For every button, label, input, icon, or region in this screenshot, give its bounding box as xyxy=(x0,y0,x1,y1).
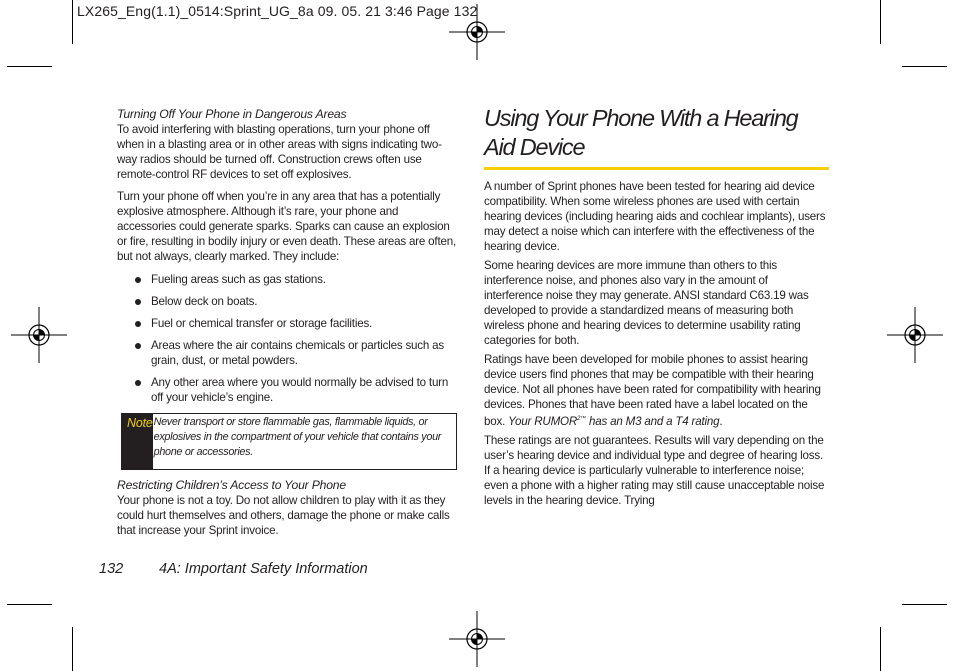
right-column xyxy=(484,104,829,508)
print-job-header: LX265_Eng(1.1)_0514:Sprint_UG_8a 09. 05. 21 3:46 Page 132 xyxy=(77,3,478,19)
note-label: Note xyxy=(122,414,153,469)
note-text: Never transport or store flammable gas, flammable liquids, or explosives in the compartment of your vehicle that contains your phone or accessories. xyxy=(153,416,442,458)
title-line: Using Your Phone With a Hearing xyxy=(484,105,798,131)
crop-mark xyxy=(7,66,52,67)
page-number: 132 xyxy=(99,561,124,577)
paragraph: Ratings have been developed for mobile phones to assist hearing device users find phones that may be compatible with their hearing device. Not all phones have been rated for compatibility with hearing devices. Phones that have been rated have a label located on the box. Your $RUMOR^{2™}$ has an M3 and a T4 rating. xyxy=(484,353,821,428)
crop-mark xyxy=(72,0,73,44)
paragraph: A number of Sprint phones have been tested for hearing aid device compatibility. When some wireless phones are used with certain hearing devices (including hearing aids and cochlear implants), users may detect a noise which can interfere with the effectiveness of the hearing device. xyxy=(484,180,826,253)
list-item: Below deck on boats. xyxy=(117,294,457,309)
crop-mark xyxy=(72,627,73,671)
bullet-icon xyxy=(135,380,141,386)
list-item: Any other area where you would normally be advised to turn off your vehicle’s engine. xyxy=(117,375,457,405)
crop-mark xyxy=(902,66,947,67)
crop-mark xyxy=(7,604,52,605)
title-line: Aid Device xyxy=(484,134,585,160)
bullet-icon xyxy=(135,299,141,305)
rating-text: has an M3 and a T4 rating xyxy=(589,414,720,428)
list-item: Areas where the air contains chemicals or particles such as grain, dust, or metal powders. xyxy=(117,338,457,368)
note-box xyxy=(121,413,457,470)
left-column xyxy=(117,107,457,538)
title-underline xyxy=(484,167,829,170)
section-footer: 4A: Important Safety Information xyxy=(159,561,368,577)
section-heading-children-access: Restricting Children’s Access to Your Phone xyxy=(117,478,346,492)
paragraph: Some hearing devices are more immune than others to this interference noise, and phones also vary in the amount of interference noise they may generate. ANSI standard C63.19 was developed to provide a standardized means of measuring both wireless phone and hearing devices to determine usability rating categories for both. xyxy=(484,259,809,347)
bullet-icon xyxy=(135,277,141,283)
page-title xyxy=(484,104,829,162)
registration-mark-icon xyxy=(887,307,943,363)
registration-mark-icon xyxy=(11,307,67,363)
registration-mark-icon xyxy=(449,611,505,667)
section-heading-dangerous-areas: Turning Off Your Phone in Dangerous Areas xyxy=(117,107,347,121)
bullet-icon xyxy=(135,343,141,349)
bullet-icon xyxy=(135,321,141,327)
crop-mark xyxy=(880,627,881,671)
list-item: Fuel or chemical transfer or storage facilities. xyxy=(117,316,457,331)
paragraph: Your phone is not a toy. Do not allow children to play with it as they could hurt themselves and others, damage the phone or make calls that increase your Sprint invoice. xyxy=(117,494,450,537)
phone-model-name: Your RUMOR xyxy=(508,414,578,428)
crop-mark xyxy=(880,0,881,44)
paragraph: Turn your phone off when you’re in any area that has a potentially explosive atmosphere. Although it’s rare, your phone and accessories could generate sparks. Sparks can cause an explosion or fire, resulting in bodily injury or even death. These areas are often, but not always, clearly marked. They include: xyxy=(117,190,456,263)
hazard-area-list xyxy=(117,272,457,405)
trademark-mark: 2™ xyxy=(577,416,586,422)
paragraph: These ratings are not guarantees. Results will vary depending on the user’s hearing device and individual type and degree of hearing loss. If a hearing device is particularly vulnerable to interference noise; even a phone with a higher rating may still cause unacceptable noise levels in the hearing device. Trying xyxy=(484,433,825,507)
list-item: Fueling areas such as gas stations. xyxy=(117,272,457,287)
registration-mark-icon xyxy=(449,4,505,60)
crop-mark xyxy=(902,604,947,605)
paragraph: To avoid interfering with blasting operations, turn your phone off when in a blasting area or in other areas with signs indicating two-way radios should be turned off. Construction crews often use remote-control RF devices to set off explosives. xyxy=(117,123,442,181)
